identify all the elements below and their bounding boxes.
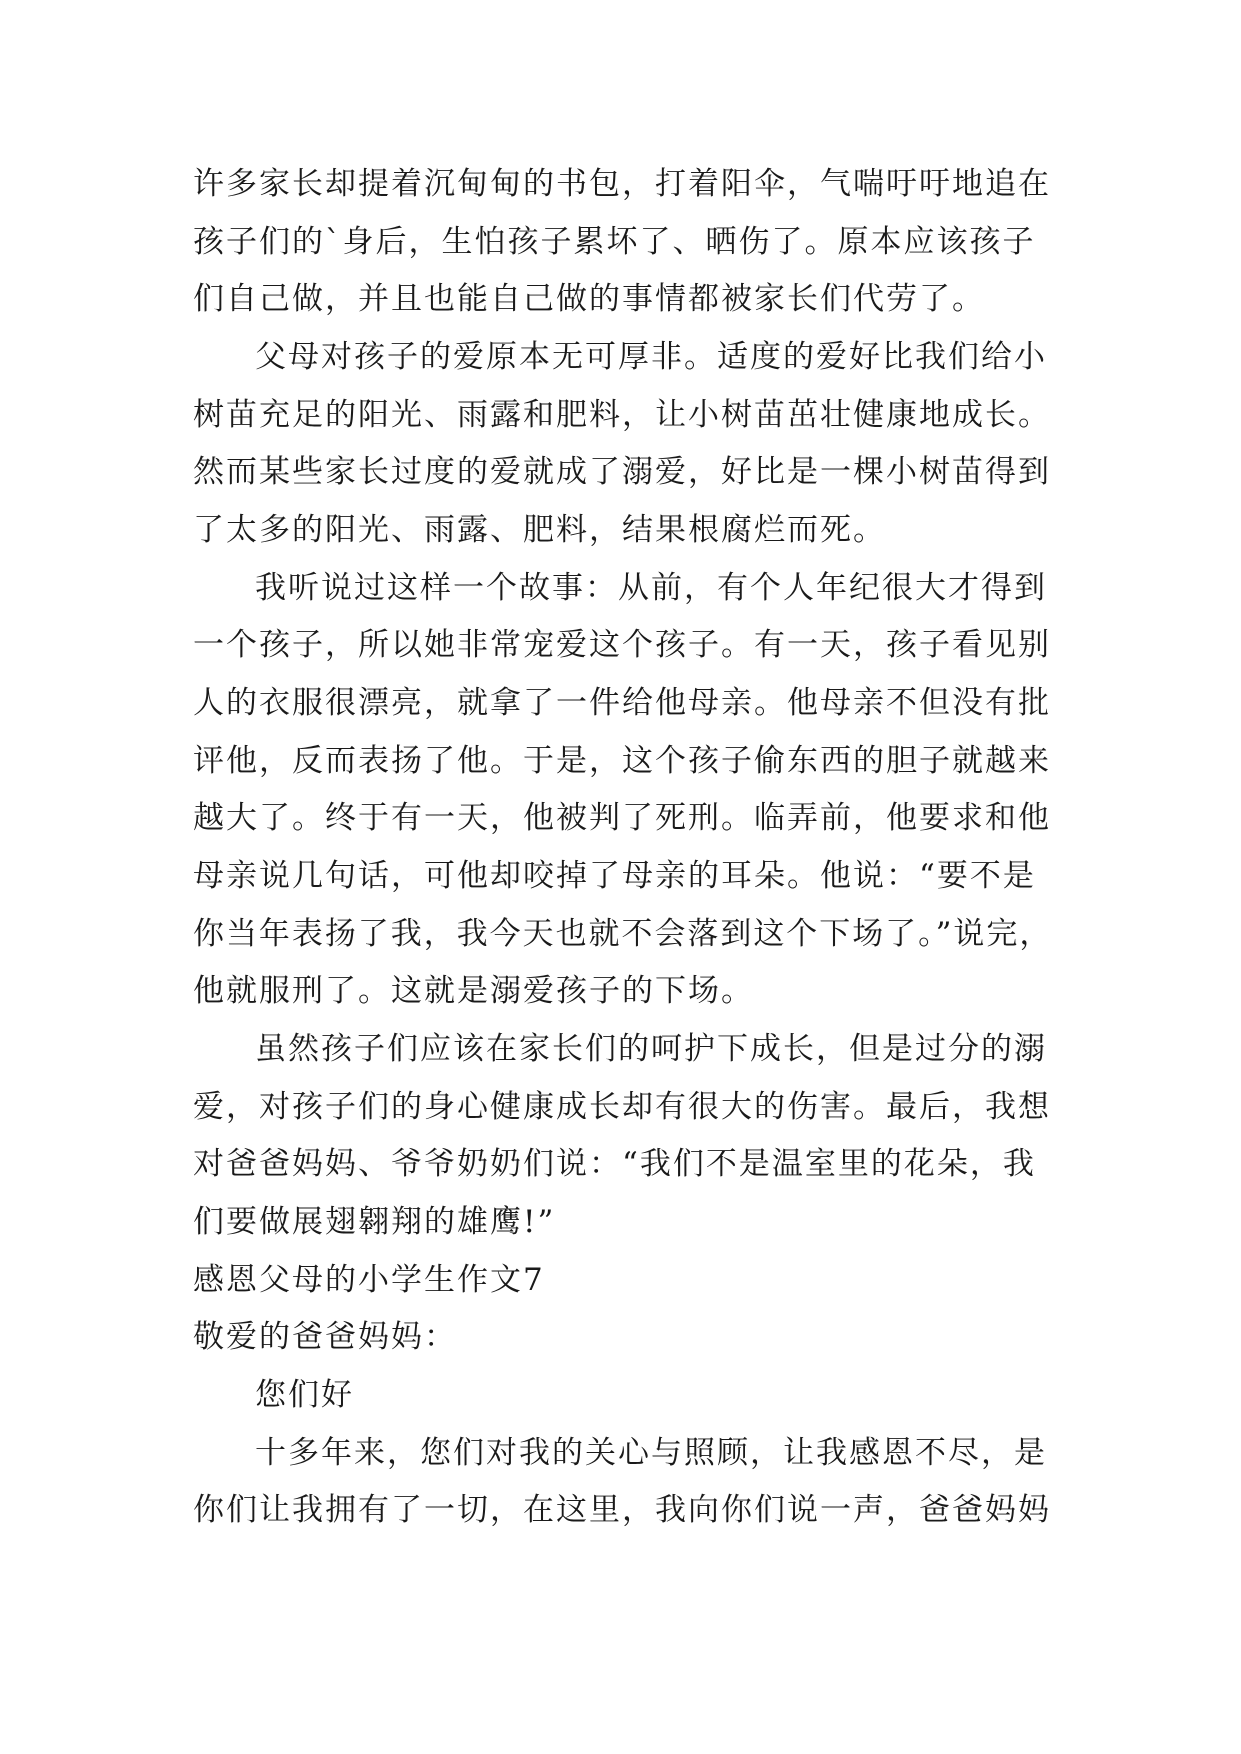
text-line: 树苗充足的阳光、雨露和肥料，让小树苗茁壮健康地成长。: [193, 397, 1051, 433]
greeting: 您们好: [255, 1377, 354, 1413]
text-line: 一个孩子，所以她非常宠爱这个孩子。有一天，孩子看见别: [193, 627, 1051, 663]
salutation: 敬爱的爸爸妈妈：: [193, 1319, 457, 1355]
text-line: 对爸爸妈妈、爷爷奶奶们说：“我们不是温室里的花朵，我: [193, 1146, 1036, 1182]
text-line: 你们让我拥有了一切，在这里，我向你们说一声，爸爸妈妈: [193, 1492, 1051, 1528]
text-line: 他就服刑了。这就是溺爱孩子的下场。: [193, 973, 754, 1009]
text-line: 了太多的阳光、雨露、肥料，结果根腐烂而死。: [193, 512, 886, 548]
text-line: 你当年表扬了我，我今天也就不会落到这个下场了。”说完，: [193, 916, 1053, 952]
text-line: 爱，对孩子们的身心健康成长却有很大的伤害。最后，我想: [193, 1089, 1051, 1125]
text-line: 母亲说几句话，可他却咬掉了母亲的耳朵。他说：“要不是: [193, 858, 1036, 894]
text-line: 们要做展翅翱翔的雄鹰!”: [193, 1204, 556, 1240]
text-line: 孩子们的`身后，生怕孩子累坏了、晒伤了。原本应该孩子: [193, 224, 1036, 260]
paragraph-first-line: 虽然孩子们应该在家长们的呵护下成长，但是过分的溺: [255, 1031, 1047, 1067]
section-title: 感恩父母的小学生作文7: [193, 1262, 545, 1298]
text-line: 然而某些家长过度的爱就成了溺爱，好比是一棵小树苗得到: [193, 454, 1051, 490]
text-line: 许多家长却提着沉甸甸的书包，打着阳伞，气喘吁吁地追在: [193, 166, 1051, 202]
text-line: 越大了。终于有一天，他被判了死刑。临弄前，他要求和他: [193, 800, 1051, 836]
paragraph-first-line: 十多年来，您们对我的关心与照顾，让我感恩不尽，是: [255, 1435, 1047, 1471]
text-line: 评他，反而表扬了他。于是，这个孩子偷东西的胆子就越来: [193, 743, 1051, 779]
text-line: 人的衣服很漂亮，就拿了一件给他母亲。他母亲不但没有批: [193, 685, 1051, 721]
paragraph-first-line: 我听说过这样一个故事：从前，有个人年纪很大才得到: [255, 570, 1047, 606]
text-line: 们自己做，并且也能自己做的事情都被家长们代劳了。: [193, 281, 985, 317]
paragraph-first-line: 父母对孩子的爱原本无可厚非。适度的爱好比我们给小: [255, 339, 1047, 375]
